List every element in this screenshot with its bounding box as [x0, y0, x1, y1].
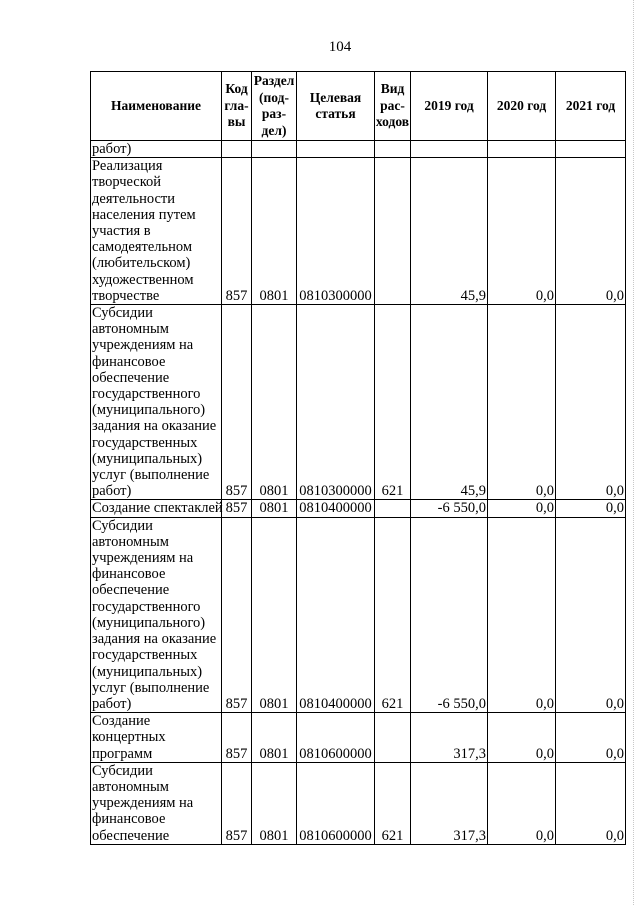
name-line: участия в — [92, 223, 151, 240]
table-row — [91, 713, 626, 763]
expense-type-cell — [375, 158, 411, 305]
name-line: учреждениям на — [92, 795, 194, 812]
name-line: государственных — [92, 434, 198, 451]
name-line: работ) — [92, 141, 132, 157]
header-text-line: вы — [227, 114, 246, 130]
section-code-cell: 0801 — [252, 762, 297, 844]
amount-2020-cell — [488, 141, 556, 158]
name-cell — [91, 158, 222, 305]
name-line: учреждениям на — [92, 337, 194, 354]
header-2020 — [488, 72, 556, 141]
header-expense-type — [375, 72, 411, 141]
header-2019 — [411, 72, 488, 141]
target-article-cell: 0810600000 — [297, 713, 375, 763]
name-line: художественном — [92, 271, 194, 288]
name-line: (любительском) — [92, 255, 191, 272]
name-line: Субсидии — [92, 305, 153, 322]
name-line: (муниципального) — [92, 614, 206, 631]
name-line: автономным — [92, 321, 169, 338]
chapter-code-cell: 857 — [222, 517, 252, 712]
name-line: (муниципальных) — [92, 450, 203, 467]
name-cell — [91, 305, 222, 500]
amount-2020-cell: 0,0 — [488, 713, 556, 763]
table-row — [91, 305, 626, 500]
amount-2021-cell: 0,0 — [556, 158, 626, 305]
expense-type-cell: 621 — [375, 762, 411, 844]
table-header-row — [91, 72, 626, 141]
budget-table — [90, 71, 626, 845]
header-text-line: раз- — [261, 106, 287, 121]
name-line: программ — [92, 745, 153, 762]
chapter-code-cell: 857 — [222, 500, 252, 517]
header-text-line: Вид — [380, 81, 405, 97]
chapter-code-cell: 857 — [222, 762, 252, 844]
name-line: автономным — [92, 778, 169, 795]
name-line: самодеятельном — [92, 239, 193, 256]
amount-2019-cell: -6 550,0 — [411, 500, 488, 517]
table-row — [91, 500, 626, 517]
amount-2020-cell: 0,0 — [488, 305, 556, 500]
name-line: обеспечение — [92, 827, 170, 844]
name-cell — [91, 713, 222, 763]
header-text-line: Раздел — [253, 73, 295, 88]
header-text-line: дел) — [261, 122, 287, 138]
section-code-cell: 0801 — [252, 500, 297, 517]
target-article-cell — [297, 141, 375, 158]
header-text-line: 2021 год — [565, 97, 616, 113]
table-row — [91, 158, 626, 305]
table-row — [91, 762, 626, 844]
name-line: финансовое — [92, 353, 166, 370]
name-line: работ) — [92, 695, 132, 712]
header-section-code — [252, 72, 297, 141]
header-text-line: 2020 год — [496, 97, 547, 113]
target-article-cell: 0810400000 — [297, 517, 375, 712]
name-cell — [91, 141, 222, 158]
target-article-cell: 0810400000 — [297, 500, 375, 517]
name-line: обеспечение — [92, 582, 170, 599]
expense-type-cell: 621 — [375, 517, 411, 712]
name-line: концертных — [92, 729, 166, 746]
name-line: государственных — [92, 647, 198, 664]
section-code-cell: 0801 — [252, 517, 297, 712]
amount-2021-cell — [556, 141, 626, 158]
name-cell — [91, 500, 222, 517]
name-line: деятельности — [92, 190, 176, 207]
section-code-cell: 0801 — [252, 305, 297, 500]
amount-2020-cell: 0,0 — [488, 500, 556, 517]
chapter-code-cell: 857 — [222, 713, 252, 763]
expense-type-cell — [375, 500, 411, 517]
page-number: 104 — [328, 39, 352, 55]
target-article-cell: 0810300000 — [297, 305, 375, 500]
name-line: обеспечение — [92, 369, 170, 386]
header-text-line: (под- — [259, 89, 289, 105]
section-code-cell: 0801 — [252, 158, 297, 305]
name-line: услуг (выполнение — [92, 679, 210, 696]
name-line: автономным — [92, 533, 169, 550]
chapter-code-cell: 857 — [222, 305, 252, 500]
table-row — [91, 141, 626, 158]
amount-2019-cell: 45,9 — [411, 158, 488, 305]
amount-2019-cell: -6 550,0 — [411, 517, 488, 712]
header-text-line: гла- — [224, 97, 249, 113]
name-line: услуг (выполнение — [92, 467, 210, 484]
amount-2019-cell: 317,3 — [411, 713, 488, 763]
section-code-cell — [252, 141, 297, 158]
expense-type-cell: 621 — [375, 305, 411, 500]
amount-2021-cell: 0,0 — [556, 713, 626, 763]
amount-2020-cell: 0,0 — [488, 762, 556, 844]
name-line: Субсидии — [92, 517, 153, 534]
name-line: творчестве — [92, 287, 160, 304]
header-text-line: Код — [225, 81, 248, 97]
name-line: государственного — [92, 598, 201, 615]
name-line: государственного — [92, 386, 201, 403]
table-header — [91, 72, 626, 141]
header-text-line: рас- — [380, 97, 405, 113]
header-text-line: 2019 год — [424, 97, 474, 113]
header-chapter-code — [222, 72, 252, 141]
expense-type-cell — [375, 141, 411, 158]
name-line: Реализация — [92, 158, 163, 175]
header-name — [91, 72, 222, 141]
name-line: (муниципальных) — [92, 663, 203, 680]
amount-2020-cell: 0,0 — [488, 517, 556, 712]
amount-2021-cell: 0,0 — [556, 305, 626, 500]
target-article-cell: 0810600000 — [297, 762, 375, 844]
name-line: Создание спектаклей — [92, 500, 223, 517]
amount-2020-cell: 0,0 — [488, 158, 556, 305]
amount-2021-cell: 0,0 — [556, 762, 626, 844]
header-text-line: Наименование — [111, 97, 201, 113]
header-target-article — [297, 72, 375, 141]
header-text-line: Целевая — [309, 89, 362, 105]
header-text-line: ходов — [375, 114, 410, 130]
chapter-code-cell — [222, 141, 252, 158]
target-article-cell: 0810300000 — [297, 158, 375, 305]
scan-edge-line — [633, 0, 634, 905]
table-row — [91, 517, 626, 712]
name-line: Субсидии — [92, 762, 153, 779]
table-body — [91, 141, 626, 845]
name-line: населения путем — [92, 206, 196, 223]
name-line: творческой — [92, 174, 162, 191]
name-line: задания на оказание — [92, 631, 217, 648]
name-line: работ) — [92, 483, 132, 500]
header-2021 — [556, 72, 626, 141]
expense-type-cell — [375, 713, 411, 763]
name-line: задания на оказание — [92, 418, 217, 435]
name-line: учреждениям на — [92, 550, 194, 567]
amount-2019-cell — [411, 141, 488, 158]
amount-2021-cell: 0,0 — [556, 517, 626, 712]
name-cell — [91, 517, 222, 712]
name-line: (муниципального) — [92, 402, 206, 419]
name-line: Создание — [92, 713, 151, 730]
amount-2019-cell: 317,3 — [411, 762, 488, 844]
name-cell — [91, 762, 222, 844]
amount-2021-cell: 0,0 — [556, 500, 626, 517]
chapter-code-cell: 857 — [222, 158, 252, 305]
name-line: финансовое — [92, 566, 166, 583]
header-text-line: статья — [315, 106, 356, 121]
amount-2019-cell: 45,9 — [411, 305, 488, 500]
section-code-cell: 0801 — [252, 713, 297, 763]
name-line: финансовое — [92, 811, 166, 828]
